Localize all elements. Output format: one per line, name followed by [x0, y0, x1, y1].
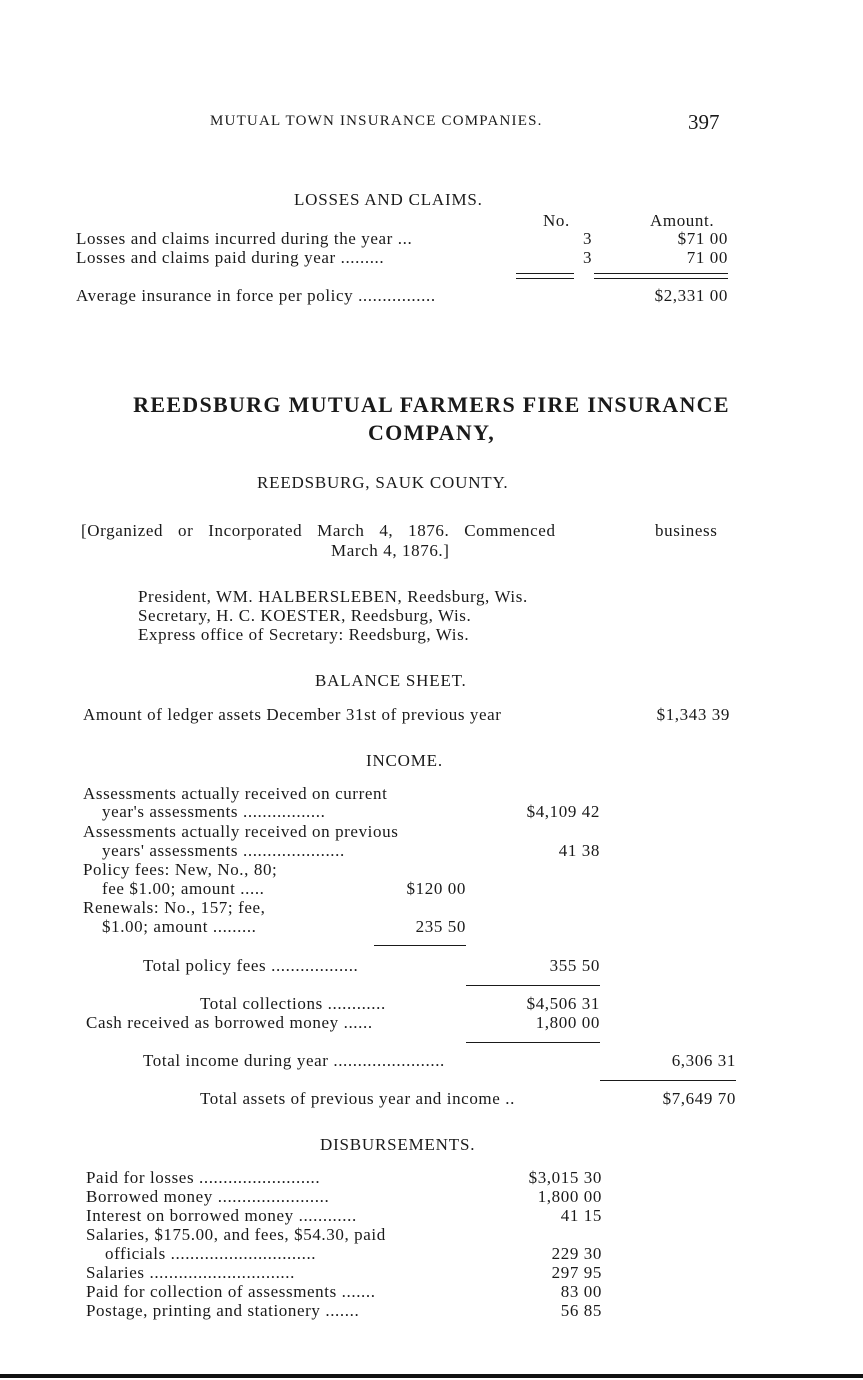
income-heading: INCOME. — [366, 751, 443, 770]
losses-row-incurred-amount: $71 00 — [677, 229, 728, 248]
page-number: 397 — [688, 110, 720, 134]
losses-row-paid-label: Losses and claims paid during year ......... — [76, 248, 385, 267]
disb-row-label: Paid for losses ......................... — [86, 1168, 321, 1187]
policy-new-line2: fee $1.00; amount ..... — [102, 879, 265, 898]
assess-previous-line1: Assessments actually received on previous — [83, 822, 399, 841]
assess-current-line1: Assessments actually received on current — [83, 784, 388, 803]
disb-row-amount: 83 00 — [560, 1282, 602, 1301]
total-policy-fees-amount: 355 50 — [549, 956, 600, 975]
disb-row-label: Borrowed money ....................... — [86, 1187, 330, 1206]
losses-heading: LOSSES AND CLAIMS. — [294, 190, 483, 209]
policy-new-amount: $120 00 — [406, 879, 466, 898]
rule — [516, 278, 574, 279]
ledger-assets-label: Amount of ledger assets December 31st of previous year — [83, 705, 502, 724]
rule — [374, 945, 466, 946]
average-insurance-amount: $2,331 00 — [654, 286, 728, 305]
disb-row-amount: 56 85 — [560, 1301, 602, 1320]
losses-row-paid-no: 3 — [583, 248, 593, 267]
rule — [466, 1042, 600, 1043]
page-bottom-edge — [0, 1374, 863, 1378]
disb-row-label: Salaries, $175.00, and fees, $54.30, paid — [86, 1225, 386, 1244]
disb-row-amount: $3,015 30 — [528, 1168, 602, 1187]
running-title: MUTUAL TOWN INSURANCE COMPANIES. — [210, 113, 543, 129]
renewals-amount: 235 50 — [415, 917, 466, 936]
organized-line1-end: business — [655, 521, 718, 540]
rule — [594, 278, 728, 279]
company-location: REEDSBURG, SAUK COUNTY. — [257, 473, 509, 492]
disb-row-label: Interest on borrowed money ............ — [86, 1206, 357, 1225]
assess-previous-amount: 41 38 — [558, 841, 600, 860]
disb-row-label: Salaries .............................. — [86, 1263, 295, 1282]
company-name-line1: REEDSBURG MUTUAL FARMERS FIRE INSURANCE — [133, 392, 730, 417]
disb-row-amount: 229 30 — [551, 1244, 602, 1263]
disb-row-amount: 297 95 — [551, 1263, 602, 1282]
rule — [594, 273, 728, 274]
organized-line2: March 4, 1876.] — [331, 541, 450, 560]
officer-president: President, WM. HALBERSLEBEN, Reedsburg, Wis. — [138, 587, 528, 606]
losses-row-incurred-no: 3 — [583, 229, 593, 248]
total-policy-fees-label: Total policy fees .................. — [143, 956, 359, 975]
disb-row-label: Postage, printing and stationery ....... — [86, 1301, 360, 1320]
rule — [600, 1080, 736, 1081]
disb-row-amount: 1,800 00 — [537, 1187, 602, 1206]
losses-row-paid-amount: 71 00 — [686, 248, 728, 267]
total-assets-label: Total assets of previous year and income .. — [200, 1089, 515, 1108]
ledger-assets-amount: $1,343 39 — [656, 705, 730, 724]
borrowed-money-amount: 1,800 00 — [535, 1013, 600, 1032]
disb-row-label: officials .............................. — [105, 1244, 317, 1263]
total-income-amount: 6,306 31 — [671, 1051, 736, 1070]
disbursements-heading: DISBURSEMENTS. — [320, 1135, 476, 1154]
borrowed-money-label: Cash received as borrowed money ...... — [86, 1013, 373, 1032]
disb-row-label: Paid for collection of assessments ....... — [86, 1282, 376, 1301]
total-assets-amount: $7,649 70 — [662, 1089, 736, 1108]
policy-new-line1: Policy fees: New, No., 80; — [83, 860, 278, 879]
total-income-label: Total income during year ....................... — [143, 1051, 445, 1070]
losses-col-amount: Amount. — [650, 211, 715, 230]
assess-current-line2: year's assessments ................. — [102, 802, 326, 821]
rule — [516, 273, 574, 274]
disb-row-amount: 41 15 — [560, 1206, 602, 1225]
renewals-line2: $1.00; amount ......... — [102, 917, 257, 936]
balance-heading: BALANCE SHEET. — [315, 671, 467, 690]
organized-line1: [Organized or Incorporated March 4, 1876. Commenced — [81, 521, 556, 540]
rule — [466, 985, 600, 986]
company-name-line2: COMPANY, — [367, 420, 496, 445]
assess-current-amount: $4,109 42 — [526, 802, 600, 821]
officer-express-office: Express office of Secretary: Reedsburg, Wis. — [138, 625, 470, 644]
average-insurance-label: Average insurance in force per policy ................ — [76, 286, 436, 305]
renewals-line1: Renewals: No., 157; fee, — [83, 898, 266, 917]
total-collections-amount: $4,506 31 — [526, 994, 600, 1013]
total-collections-label: Total collections ............ — [200, 994, 386, 1013]
officer-secretary: Secretary, H. C. KOESTER, Reedsburg, Wis. — [138, 606, 472, 625]
assess-previous-line2: years' assessments ..................... — [102, 841, 345, 860]
losses-col-no: No. — [543, 211, 570, 230]
losses-row-incurred-label: Losses and claims incurred during the year ... — [76, 229, 413, 248]
